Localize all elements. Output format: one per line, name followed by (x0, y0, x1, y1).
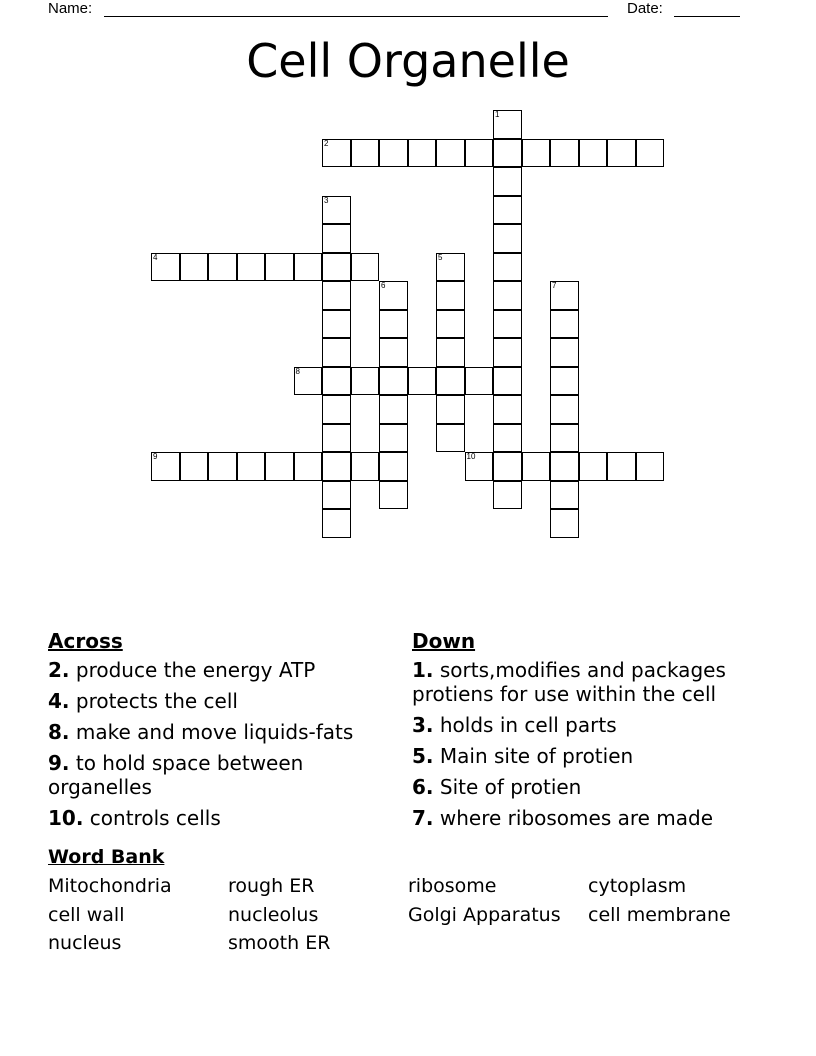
grid-cell[interactable] (493, 281, 522, 310)
clue-number: 2 (324, 138, 329, 148)
grid-cell[interactable] (351, 367, 380, 396)
clue-down-3: 3. holds in cell parts (412, 713, 617, 737)
clue-number: 3 (324, 195, 329, 205)
clue-number: 8 (295, 366, 300, 376)
clue-number: 6 (381, 281, 386, 290)
grid-cell[interactable] (322, 395, 351, 424)
clue-number: 4 (153, 252, 158, 262)
clue-number: 10 (466, 452, 476, 461)
grid-cell[interactable] (550, 509, 579, 538)
grid-cell[interactable] (379, 281, 408, 310)
grid-cell[interactable] (351, 253, 380, 282)
grid-cell[interactable] (379, 481, 408, 510)
grid-cell[interactable] (550, 310, 579, 339)
grid-cell[interactable] (379, 424, 408, 453)
word-bank-item: cell membrane (588, 904, 731, 926)
grid-cell[interactable] (237, 253, 266, 282)
grid-cell[interactable] (465, 452, 494, 481)
grid-cell[interactable] (322, 253, 351, 282)
grid-cell[interactable] (579, 139, 608, 168)
grid-cell[interactable] (351, 452, 380, 481)
clue-number: 5 (438, 252, 443, 262)
grid-cell[interactable] (493, 395, 522, 424)
word-bank-item: smooth ER (228, 932, 331, 954)
grid-cell[interactable] (493, 310, 522, 339)
grid-cell[interactable] (151, 253, 180, 282)
grid-cell[interactable] (408, 367, 437, 396)
grid-cell[interactable] (493, 481, 522, 510)
grid-cell[interactable] (180, 253, 209, 282)
grid-cell[interactable] (493, 338, 522, 367)
word-bank-item: nucleus (48, 932, 122, 954)
grid-cell[interactable] (436, 281, 465, 310)
grid-cell[interactable] (379, 367, 408, 396)
grid-cell[interactable] (294, 253, 323, 282)
grid-cell[interactable] (379, 395, 408, 424)
clue-down-1: 1. sorts,modifies and packages protiens for use within the cell (412, 658, 726, 706)
grid-cell[interactable] (322, 338, 351, 367)
grid-cell[interactable] (493, 452, 522, 481)
word-bank-item: cell wall (48, 904, 125, 926)
grid-cell[interactable] (322, 196, 351, 225)
grid-cell[interactable] (550, 481, 579, 510)
grid-cell[interactable] (322, 424, 351, 453)
grid-cell[interactable] (550, 395, 579, 424)
grid-cell[interactable] (550, 367, 579, 396)
grid-cell[interactable] (636, 452, 665, 481)
grid-cell[interactable] (550, 338, 579, 367)
grid-cell[interactable] (379, 310, 408, 339)
grid-cell[interactable] (493, 110, 522, 139)
clue-down-5: 5. Main site of protien (412, 744, 634, 768)
grid-cell[interactable] (465, 367, 494, 396)
grid-cell[interactable] (493, 139, 522, 168)
word-bank-item: ribosome (408, 875, 497, 897)
grid-cell[interactable] (322, 281, 351, 310)
grid-cell[interactable] (322, 310, 351, 339)
clue-down-6: 6. Site of protien (412, 775, 582, 799)
clue-number: 1 (495, 110, 500, 119)
grid-cell[interactable] (607, 452, 636, 481)
grid-cell[interactable] (607, 139, 636, 168)
clue-number: 9 (153, 452, 158, 461)
grid-cell[interactable] (294, 367, 323, 396)
clue-across-9: 9. to hold space between organelles (48, 751, 304, 799)
grid-cell[interactable] (522, 452, 551, 481)
grid-cell[interactable] (636, 139, 665, 168)
grid-cell[interactable] (493, 424, 522, 453)
across-clues (48, 628, 388, 837)
grid-cell[interactable] (436, 253, 465, 282)
grid-cell[interactable] (379, 452, 408, 481)
grid-cell[interactable] (493, 167, 522, 196)
grid-cell[interactable] (351, 139, 380, 168)
grid-cell[interactable] (550, 452, 579, 481)
clue-number: 7 (552, 281, 557, 290)
grid-cell[interactable] (208, 253, 237, 282)
grid-cell[interactable] (436, 139, 465, 168)
grid-cell[interactable] (208, 452, 237, 481)
down-heading: Down (412, 629, 476, 653)
grid-cell[interactable] (550, 139, 579, 168)
grid-cell[interactable] (436, 395, 465, 424)
page-title: Cell Organelle (246, 34, 570, 88)
grid-cell[interactable] (408, 139, 437, 168)
clue-across-4: 4. protects the cell (48, 689, 238, 713)
grid-cell[interactable] (579, 452, 608, 481)
grid-cell[interactable] (322, 224, 351, 253)
grid-cell[interactable] (493, 224, 522, 253)
grid-cell[interactable] (151, 452, 180, 481)
grid-cell[interactable] (265, 253, 294, 282)
word-bank-heading: Word Bank (48, 846, 165, 868)
name-label: Name: (48, 0, 93, 17)
grid-cell[interactable] (322, 452, 351, 481)
grid-cell[interactable] (322, 481, 351, 510)
grid-cell[interactable] (493, 196, 522, 225)
grid-cell[interactable] (379, 139, 408, 168)
clue-down-7: 7. where ribosomes are made (412, 806, 714, 830)
grid-cell[interactable] (436, 424, 465, 453)
grid-cell[interactable] (550, 424, 579, 453)
grid-cell[interactable] (436, 338, 465, 367)
grid-cell[interactable] (322, 139, 351, 168)
grid-cell[interactable] (436, 310, 465, 339)
grid-cell[interactable] (180, 452, 209, 481)
clue-across-10: 10. controls cells (48, 806, 221, 830)
grid-cell[interactable] (265, 452, 294, 481)
down-clues (412, 628, 762, 837)
word-bank-item: Golgi Apparatus (408, 904, 561, 926)
grid-cell[interactable] (522, 139, 551, 168)
clue-across-8: 8. make and move liquids-fats (48, 720, 354, 744)
grid-cell[interactable] (493, 367, 522, 396)
grid-cell[interactable] (237, 452, 266, 481)
grid-cell[interactable] (294, 452, 323, 481)
grid-cell[interactable] (436, 367, 465, 396)
grid-cell[interactable] (493, 253, 522, 282)
word-bank-item: nucleolus (228, 904, 319, 926)
word-bank-item: rough ER (228, 875, 315, 897)
clue-across-2: 2. produce the energy ATP (48, 658, 316, 682)
grid-cell[interactable] (379, 338, 408, 367)
date-label: Date: (627, 0, 663, 17)
grid-cell[interactable] (550, 281, 579, 310)
word-bank-item: Mitochondria (48, 875, 172, 897)
grid-cell[interactable] (465, 139, 494, 168)
word-bank-item: cytoplasm (588, 875, 687, 897)
grid-cell[interactable] (322, 509, 351, 538)
across-heading: Across (48, 629, 123, 653)
grid-cell[interactable] (322, 367, 351, 396)
